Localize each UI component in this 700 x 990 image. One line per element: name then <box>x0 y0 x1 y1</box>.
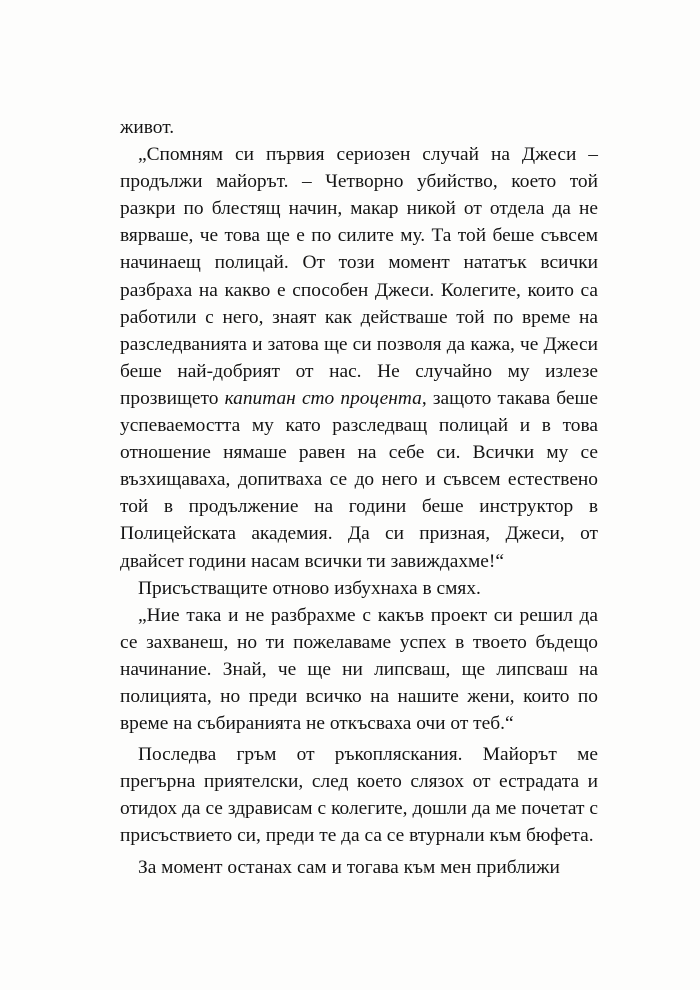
paragraph-continuation <box>120 114 598 141</box>
text-run: , защото такава беше успеваемостта му като разследващ полицай и в това отношение нямаше равен на себе си. Всички му се възхищаваха, допитваха се до него и съвсем естествено той в продължение на години беше инструктор в Полицейската академия. Да си призная, Джеси, от двайсет години насам всички ти завиждахме!“ <box>120 387 598 572</box>
body-text <box>120 114 598 881</box>
paragraph-applause <box>120 741 598 849</box>
text-run: живот. <box>120 117 175 138</box>
text-run: За момент останах сам и тогава към мен приближи <box>138 856 560 878</box>
paragraph-farewell-wishes <box>120 602 598 737</box>
text-run: „Спомням си първия сериозен случай на Джеси – продължи майорът. – Четворно убийство, което той разкри по блестящ начин, макар никой от отдела да не вярваше, че това ще е по силите му. Та той беше съвсем начинаещ полицай. От този момент нататък всички разбраха на какво е способен Джеси. Колегите, които са работили с него, знаят как действаше той по време на разследванията и затова ще си позволя да кажа, че Джеси беше най-добрият от нас. Не случайно му излезе прозвището <box>120 144 598 409</box>
paragraph-closing <box>120 854 598 881</box>
nickname-italic: капитан сто процента <box>224 387 422 409</box>
paragraph-laughter <box>120 575 598 602</box>
text-run: Присъстващите отново избухнаха в смях. <box>138 577 481 599</box>
text-run: „Ние така и не разбрахме с какъв проект си решил да се захванеш, но ти пожелаваме успех в твоето бъдещо начинание. Знай, че ще ни липсваш, ще липсваш на полицията, но преди всичко на нашите жени, които по време на събиранията не откъсваха очи от теб.“ <box>120 604 598 735</box>
paragraph-majors-speech <box>120 141 598 575</box>
text-run: Последва гръм от ръкопляскания. Майорът ме прегърна приятелски, след което слязох от естрадата и отидох да се здрависам с колегите, дошли да ме почетат с присъствието си, преди те да са се втурнали към бюфета. <box>120 744 598 847</box>
